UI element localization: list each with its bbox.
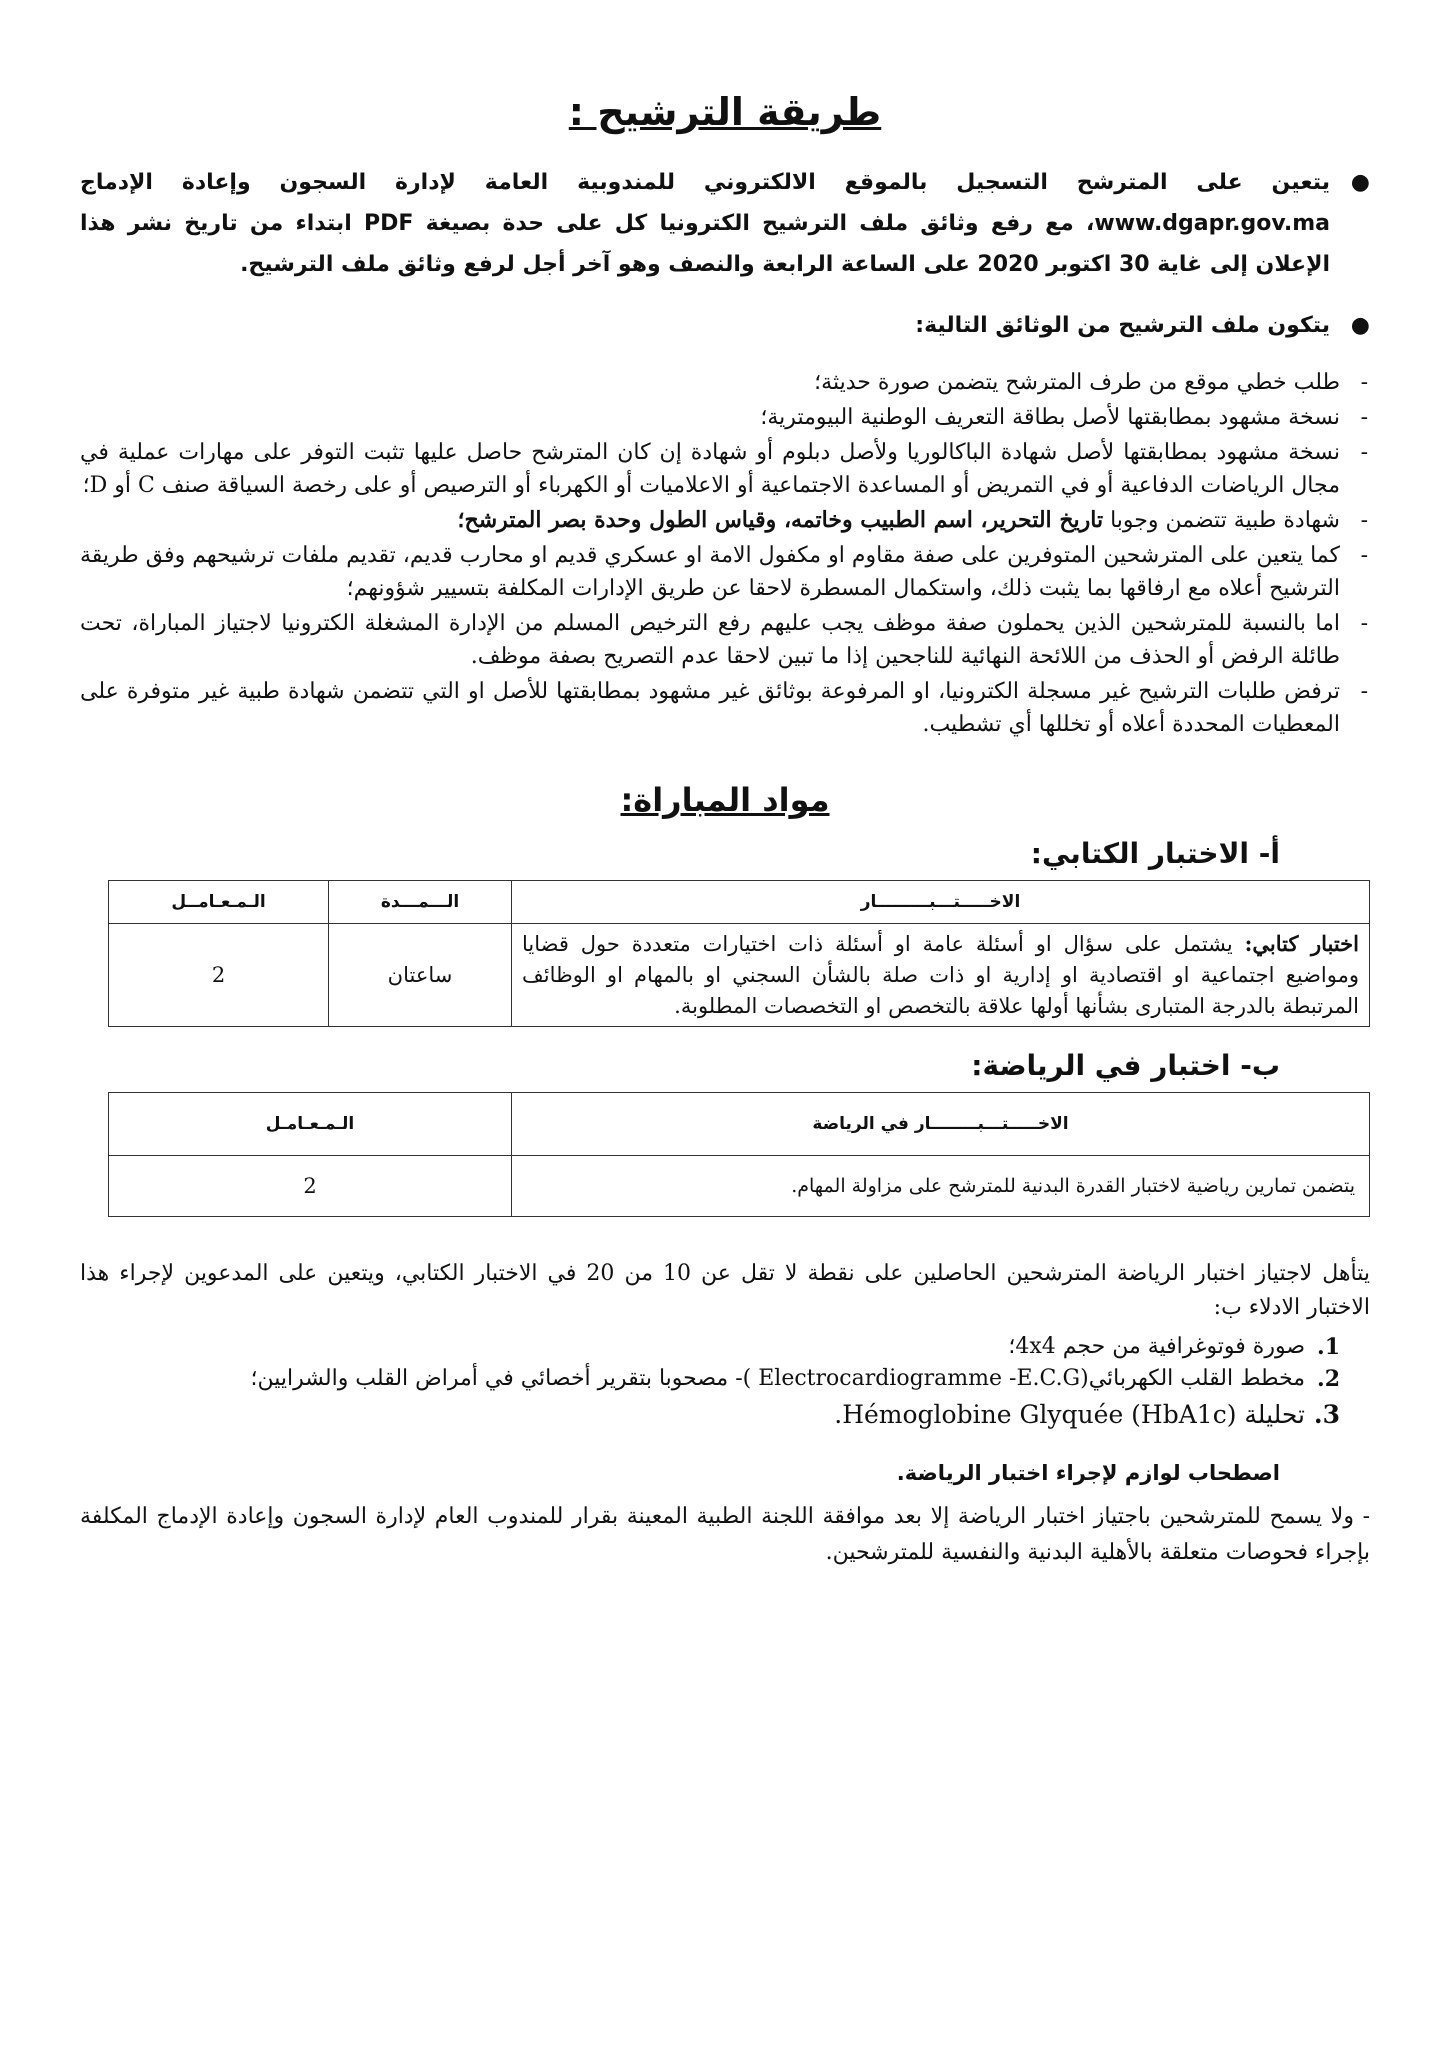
sport-test-coef: 2 — [109, 1156, 512, 1217]
list-item-text: كما يتعين على المترشحين المتوفرين على صفة مقاوم او مكفول الامة او عسكري قديم او محارب قديم، تقديم ملفات ترشيحهم وفق طريقة الترشيح أعلاه مع ارفاقها بما يثبت ذلك، واستكمال المسطرة لاحقا عن طريق الإدارات المكلفة بتسيير شؤونهم؛ — [80, 543, 1340, 601]
list-item-text: شهادة طبية تتضمن وجوبا — [1103, 508, 1340, 533]
table-header-row — [109, 1093, 1370, 1156]
list-item — [80, 1331, 1340, 1363]
list-item: - اما بالنسبة للمترشحين الذين يحملون صفة موظف يجب عليهم رفع الترخيص المسلم من الإدارة المشغلة الكترونيا لاجتياز المباراة، تحت طائلة الرفض أو الحذف من اللائحة النهائية للناجحين إذا ما تبين لاحقا عدم التصريح بصفة موظف. — [80, 611, 1368, 669]
registration-bullet — [80, 162, 1370, 285]
table-row — [109, 924, 1370, 1027]
list-number: 2. — [1317, 1366, 1340, 1392]
header-test: الاخـــــتـــبـــــــــار — [512, 881, 1370, 924]
bullet-icon: ● — [1350, 313, 1370, 338]
list-item: - ترفض طلبات الترشيح غير مسجلة الكترونيا، او المرفوعة بوثائق غير مشهود بمطابقتها للأصل او التي تتضمن شهادة طبية غير متوفرة على المعطيات المحددة أعلاه أو تخللها أي تشطيب. — [80, 679, 1368, 737]
sport-test-title: ب- اختبار في الرياضة: — [971, 1049, 1280, 1082]
documents-bullet — [80, 305, 1370, 346]
header-sport-test: الاخـــــتـــبــــــــار في الرياضة — [512, 1093, 1370, 1156]
header-duration: الـــمـــدة — [329, 881, 512, 924]
registration-text-before: يتعين على المترشح التسجيل بالموقع الالكتروني للمندوبية العامة لإدارة السجون وإعادة الإدماج — [80, 170, 1330, 195]
sport-test-description: يتضمن تمارين رياضية لاختبار القدرة البدنية للمترشح على مزاولة المهام. — [512, 1156, 1370, 1217]
registration-text-after: ، مع رفع وثائق ملف الترشيح الكترونيا كل على حدة بصيغة PDF ابتداء من تاريخ نشر هذا الإعلان إلى غاية 30 اكتوبر 2020 على الساعة الرابعة والنصف وهو آخر أجل لرفع وثائق ملف الترشيح. — [80, 211, 1330, 277]
header-sport-coef: الـمـعـامـل — [109, 1093, 512, 1156]
final-note: - ولا يسمح للمترشحين باجتياز اختبار الرياضة إلا بعد موافقة اللجنة الطبية المعينة بقرار للمندوب العام لإدارة السجون وإعادة الإدماج المكلفة بإجراء فحوصات متعلقة بالأهلية البدنية والنفسية للمترشحين. — [80, 1504, 1370, 1565]
exam-section-title: مواد المباراة: — [620, 781, 830, 819]
bullet-icon: ● — [1350, 170, 1370, 195]
written-test-description — [512, 924, 1370, 1027]
list-item — [80, 1395, 1340, 1435]
equipment-note: اصطحاب لوازم لإجراء اختبار الرياضة. — [896, 1461, 1280, 1485]
list-number: 1. — [1317, 1334, 1340, 1360]
table-header-row — [109, 881, 1370, 924]
documents-list — [80, 366, 1370, 741]
registration-url: www.dgapr.gov.ma — [1094, 211, 1330, 236]
eligibility-paragraph: يتأهل لاجتياز اختبار الرياضة المترشحين الحاصلين على نقطة لا تقل عن 10 من 20 في الاختبار الكتابي، ويتعين على المدعوين لإجراء هذا الاختبار الادلاء ب: — [80, 1261, 1370, 1320]
table-row — [109, 1156, 1370, 1217]
list-item-text: اما بالنسبة للمترشحين الذين يحملون صفة موظف يجب عليهم رفع الترخيص المسلم من الإدارة المشغلة الكترونيا لاجتياز المباراة، تحت طائلة الرفض أو الحذف من اللائحة النهائية للناجحين إذا ما تبين لاحقا عدم التصريح بصفة موظف. — [80, 611, 1340, 669]
list-item-text: مخطط القلب الكهربائي(Electrocardiogramme -E.C.G )- مصحوبا بتقرير أخصائي في أمراض القلب والشرايين؛ — [250, 1366, 1305, 1391]
list-item: - نسخة مشهود بمطابقتها لأصل شهادة الباكالوريا ولأصل دبلوم أو شهادة إن كان المترشح حاصل عليها تثبت التوفر على مهارات عملية في مجال الرياضات الدفاعية أو في التمريض أو المساعدة الاجتماعية أو الاعلاميات أو الكهرباء أو الترصيص أو على رخصة السياقة صنف C أو D؛ — [80, 440, 1368, 498]
sport-test-table — [108, 1092, 1370, 1217]
list-item-text: تحليلة (Hémoglobine Glyquée (HbA1c. — [834, 1400, 1305, 1429]
written-test-text: يشتمل على سؤال او أسئلة عامة او أسئلة ذات اختيارات متعددة حول قضايا ومواضيع اجتماعية او اقتصادية او إدارية او ذات صلة بالشأن السجني او بالمهام او الوظائف المرتبطة بالدرجة المتبارى بشأنها أولها علاقة بالتخصص او التخصصات المطلوبة. — [522, 932, 1359, 1018]
written-test-duration: ساعتان — [329, 924, 512, 1027]
list-item: - شهادة طبية تتضمن وجوبا تاريخ التحرير، اسم الطبيب وخاتمه، وقياس الطول وحدة بصر المترشح؛ — [457, 507, 1368, 533]
page-title: طريقة الترشيح : — [568, 90, 882, 134]
list-item-bold-text: تاريخ التحرير، اسم الطبيب وخاتمه، وقياس الطول وحدة بصر المترشح؛ — [457, 507, 1104, 533]
list-item: - كما يتعين على المترشحين المتوفرين على صفة مقاوم او مكفول الامة او عسكري قديم او محارب قديم، تقديم ملفات ترشيحهم وفق طريقة الترشيح أعلاه مع ارفاقها بما يثبت ذلك، واستكمال المسطرة لاحقا عن طريق الإدارات المكلفة بتسيير شؤونهم؛ — [80, 543, 1368, 601]
written-test-title: أ- الاختبار الكتابي: — [1030, 837, 1280, 870]
list-item — [80, 1363, 1340, 1395]
header-coef: الـمـعـامــل — [109, 881, 329, 924]
list-item: - طلب خطي موقع من طرف المترشح يتضمن صورة حديثة؛ — [814, 370, 1368, 395]
list-number: 3. — [1313, 1400, 1340, 1429]
list-item-text: ترفض طلبات الترشيح غير مسجلة الكترونيا، او المرفوعة بوثائق غير مشهود بمطابقتها للأصل او التي تتضمن شهادة طبية غير متوفرة على المعطيات المحددة أعلاه أو تخللها أي تشطيب. — [80, 679, 1340, 737]
list-item: - نسخة مشهود بمطابقتها لأصل بطاقة التعريف الوطنية البيومترية؛ — [760, 405, 1368, 430]
written-test-coef: 2 — [109, 924, 329, 1027]
list-item-text: نسخة مشهود بمطابقتها لأصل شهادة الباكالوريا ولأصل دبلوم أو شهادة إن كان المترشح حاصل عليها تثبت التوفر على مهارات عملية في مجال الرياضات الدفاعية أو في التمريض أو المساعدة الاجتماعية أو الاعلاميات أو الكهرباء أو الترصيص أو على رخصة السياقة صنف C أو D؛ — [80, 440, 1340, 498]
list-item-text: نسخة مشهود بمطابقتها لأصل بطاقة التعريف الوطنية البيومترية؛ — [760, 405, 1340, 430]
list-item-text: طلب خطي موقع من طرف المترشح يتضمن صورة حديثة؛ — [814, 370, 1340, 395]
written-test-label: اختبار كتابي: — [1244, 931, 1359, 956]
document-page — [80, 90, 1370, 1571]
requirements-list — [80, 1331, 1370, 1435]
list-item-text: صورة فوتوغرافية من حجم 4x4؛ — [1008, 1334, 1305, 1359]
documents-intro: يتكون ملف الترشيح من الوثائق التالية: — [915, 313, 1330, 338]
written-test-table — [108, 880, 1370, 1027]
